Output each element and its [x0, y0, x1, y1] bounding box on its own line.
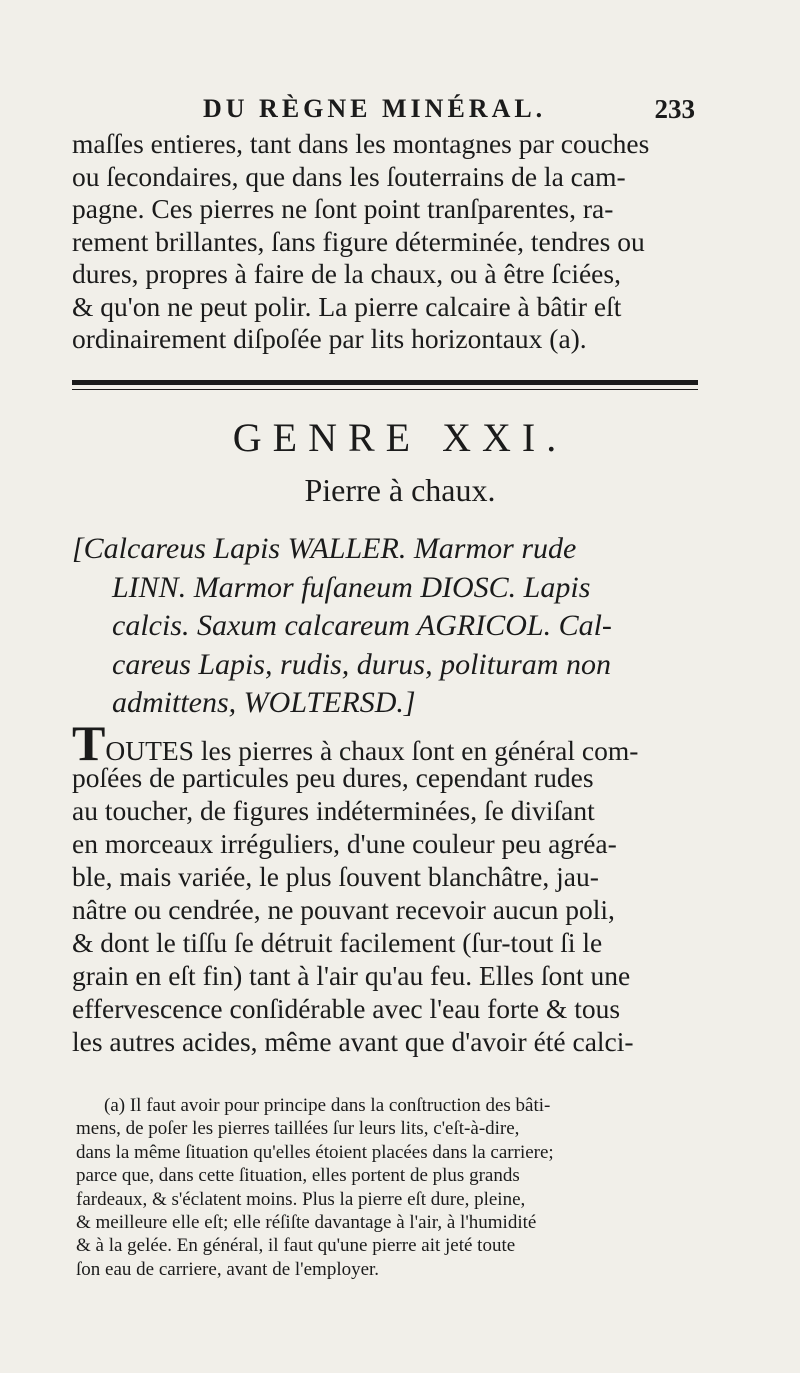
page-number: 233: [654, 94, 695, 124]
text-line: pagne. Ces pierres ne ſont point tranſparentes, ra-: [72, 193, 614, 224]
text-line: en morceaux irréguliers, d'une couleur peu agréa-: [72, 828, 617, 859]
footnote-line: fardeaux, & s'éclatent moins. Plus la pierre eſt dure, pleine,: [76, 1188, 526, 1210]
synonyms-block: [72, 530, 712, 723]
running-title: DU RÈGNE MINÉRAL.: [203, 94, 547, 123]
text-line: rement brillantes, ſans figure déterminée, tendres ou: [72, 225, 645, 257]
footnote-line: ſon eau de carriere, avant de l'employer.: [76, 1258, 380, 1280]
footnote: [76, 1094, 712, 1281]
text-line: & dont le tiſſu ſe détruit facilement (ſur-tout ſi le: [72, 927, 603, 958]
running-head: [75, 94, 695, 126]
text-line: les autres acides, même avant que d'avoir été calci-: [72, 1026, 634, 1057]
genre-subtitle: Pierre à chaux.: [304, 472, 496, 508]
text-line: dures, propres à faire de la chaux, ou à être ſciées,: [72, 258, 621, 289]
synonym-line: LINN. Marmor fuſaneum DIOSC. Lapis: [112, 570, 591, 604]
genre-title: GENRE XXI.: [232, 415, 568, 460]
text-line: ble, mais variée, le plus ſouvent blanchâtre, jau-: [72, 861, 599, 892]
section-rule-thin: [72, 389, 698, 390]
synonym-line: careus Lapis, rudis, durus, polituram non: [112, 647, 611, 681]
text-line: & qu'on ne peut polir. La pierre calcaire à bâtir eſt: [72, 290, 622, 322]
synonym-line: admittens, WOLTERSD.]: [112, 686, 416, 719]
text-line: nâtre ou cendrée, ne pouvant recevoir aucun poli,: [72, 894, 615, 925]
main-paragraph: [72, 715, 702, 1058]
footnote-line: & meilleure elle eſt; elle réſiſte davantage à l'air, à l'humidité: [76, 1211, 537, 1233]
text-line: ordinairement diſpoſée par lits horizontaux (a).: [72, 323, 587, 354]
synonym-line: calcis. Saxum calcareum AGRICOL. Cal-: [112, 609, 612, 642]
footnote-line: mens, de poſer les pierres taillées ſur leurs lits, c'eſt-à-dire,: [76, 1118, 520, 1140]
text-line: poſées de particules peu dures, cependant rudes: [72, 762, 594, 793]
footnote-line: dans la même ſituation qu'elles étoient placées dans la carriere;: [76, 1141, 554, 1163]
text-line: effervescence conſidérable avec l'eau forte & tous: [72, 993, 621, 1024]
text-line: grain en eſt fin) tant à l'air qu'au feu. Elles ſont une: [72, 960, 631, 991]
opening-word: OUTES: [105, 735, 194, 766]
text-line: au toucher, de figures indéterminées, ſe diviſant: [72, 795, 595, 826]
first-line: [72, 715, 702, 771]
footnote-line: (a) Il faut avoir pour principe dans la conſtruction des bâti-: [104, 1095, 551, 1116]
drop-cap: T: [72, 715, 106, 771]
footnote-line: parce que, dans cette ſituation, elles portent de plus grands: [76, 1165, 520, 1187]
first-line-rest: les pierres à chaux ſont en général com-: [193, 735, 639, 766]
footnote-line: & à la gelée. En général, il faut qu'une pierre ait jeté toute: [76, 1235, 516, 1257]
text-line: ou ſecondaires, que dans les ſouterrains de la cam-: [72, 160, 626, 192]
text-line: maſſes entieres, tant dans les montagnes par couches: [72, 128, 650, 159]
section-rule: [72, 380, 698, 385]
intro-paragraph: [72, 128, 702, 356]
synonym-line: [Calcareus Lapis WALLER. Marmor rude: [72, 532, 577, 565]
